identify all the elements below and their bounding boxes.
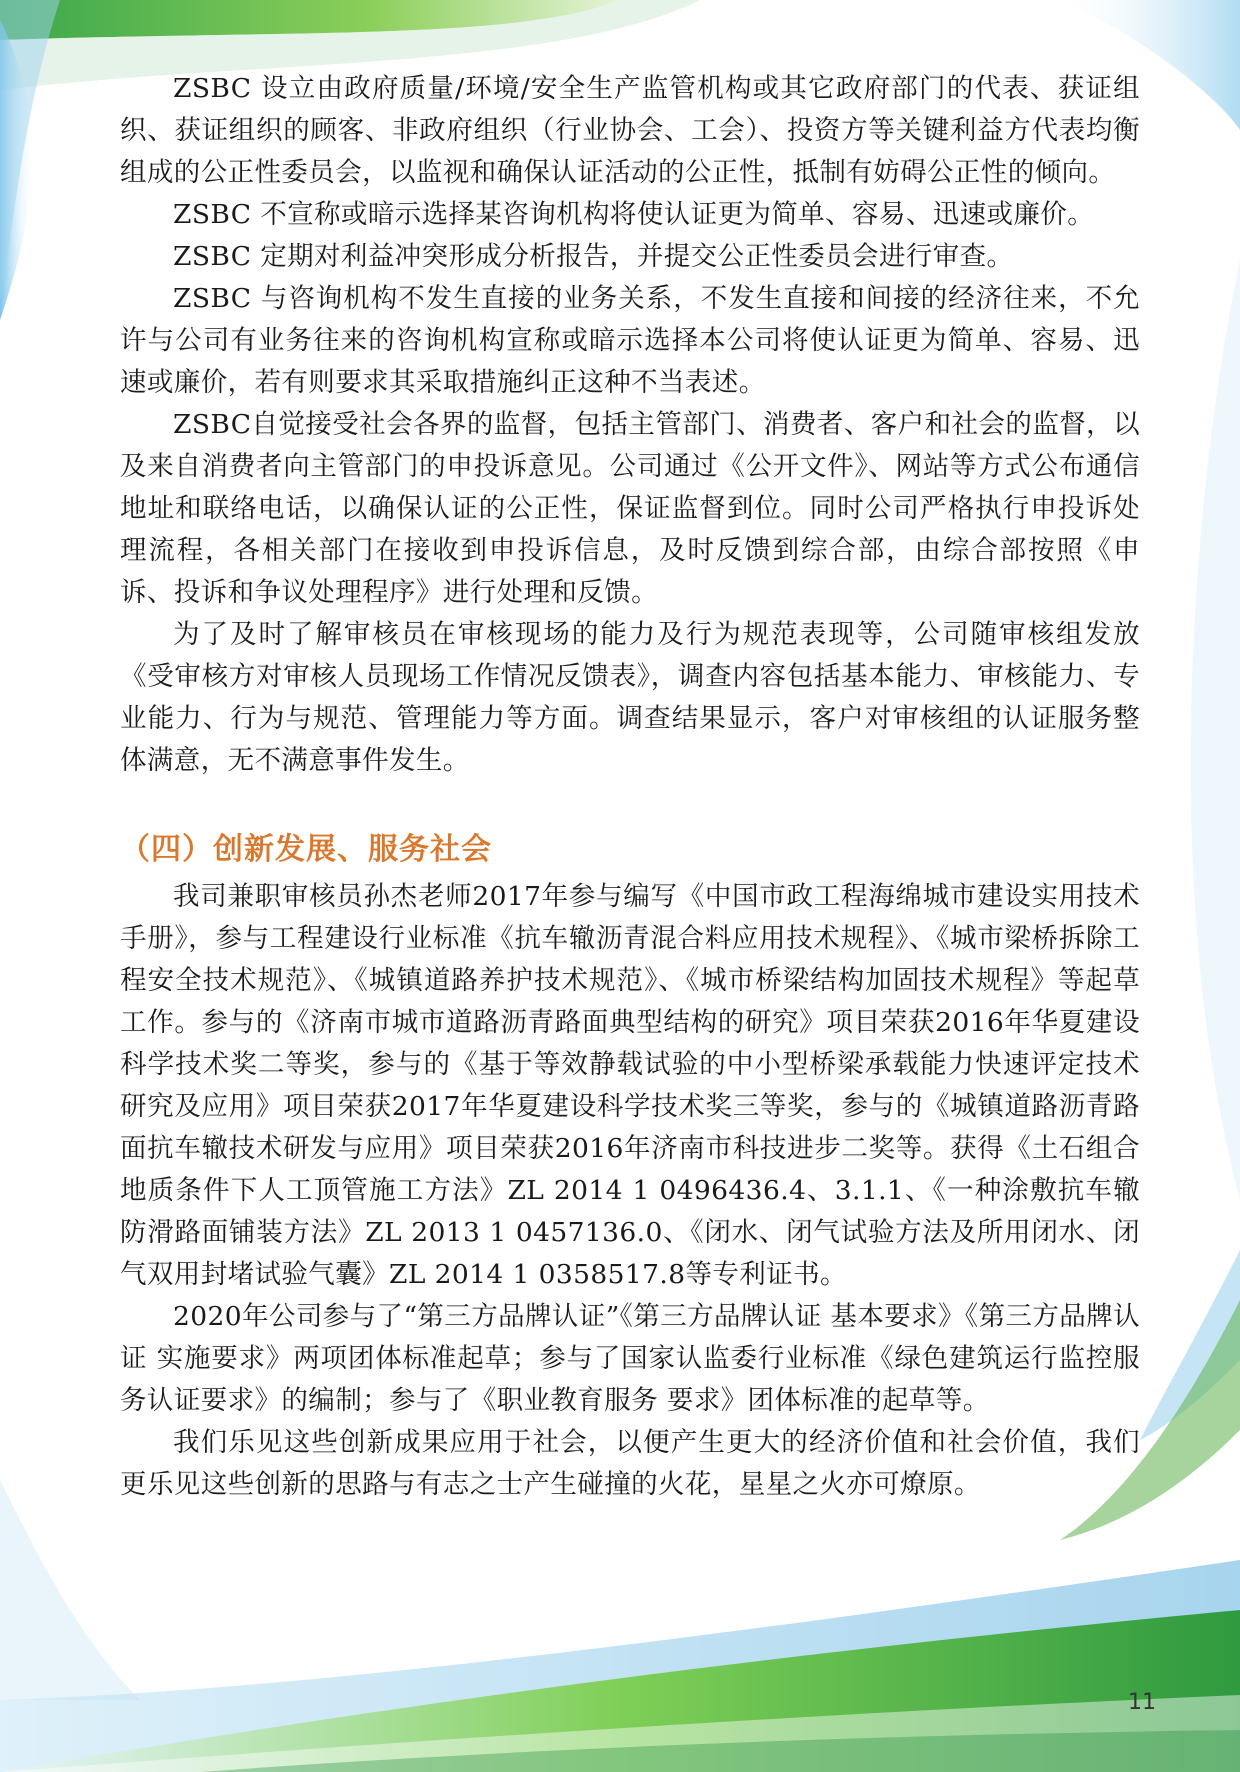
- paragraph-standards-participation: 2020年公司参与了“第三方品牌认证”《第三方品牌认证 基本要求》《第三方品牌认证 实施要求》两项团体标准起草；参与了国家认监委行业标准《绿色建筑运行监控服务认证要求》的编制；参与了《职业教育服务 要求》团体标准的起草等。: [120, 1301, 1140, 1416]
- paragraph-closing: 我们乐见这些创新成果应用于社会，以便产生更大的经济价值和社会价值，我们更乐见这些创新的思路与有志之士产生碰撞的火花，星星之火亦可燎原。: [120, 1427, 1140, 1500]
- paragraph-consultancy-relations: ZSBC 与咨询机构不发生直接的业务关系，不发生直接和间接的经济往来，不允许与公司有业务往来的咨询机构宣称或暗示选择本公司将使认证更为简单、容易、迅速或廉价，若有则要求其采取措施纠正这种不当表述。: [120, 283, 1140, 398]
- paragraph-auditor-achievements: 我司兼职审核员孙杰老师2017年参与编写《中国市政工程海绵城市建设实用技术手册》，参与工程建设行业标准《抗车辙沥青混合料应用技术规程》、《城市梁桥拆除工程安全技术规范》、《城镇道路养护技术规范》、《城市桥梁结构加固技术规程》等起草工作。参与的《济南市城市道路沥青路面典型结构的研究》项目荣获2016年华夏建设科学技术奖二等奖，参与的《基于等效静载试验的中小型桥梁承载能力快速评定技术研究及应用》项目荣获2017年华夏建设科学技术奖三等奖，参与的《城镇道路沥青路面抗车辙技术研发与应用》项目荣获2016年济南市科技进步二奖等。获得《土石组合地质条件下人工顶管施工方法》ZL 2014 1 0496436.4、3.1.1、《一种涂敷抗车辙防滑路面铺装方法》ZL 2013 1 0457136.0、《闭水、闭气试验方法及所用闭水、闭气双用封堵试验气囊》ZL 2014 1 0358517.8等专利证书。: [120, 881, 1140, 1290]
- page-number: 11: [1128, 1690, 1156, 1715]
- paragraph-auditor-feedback: 为了及时了解审核员在审核现场的能力及行为规范表现等，公司随审核组发放《受审核方对审核人员现场工作情况反馈表》，调查内容包括基本能力、审核能力、专业能力、行为与规范、管理能力等方面。调查结果显示，客户对审核组的认证服务整体满意，无不满意事件发生。: [120, 619, 1140, 776]
- paragraph-conflict-analysis: ZSBC 定期对利益冲突形成分析报告，并提交公正性委员会进行审查。: [173, 241, 1014, 272]
- paragraph-impartiality-committee: ZSBC 设立由政府质量/环境/安全生产监管机构或其它政府部门的代表、获证组织、获证组织的顾客、非政府组织（行业协会、工会）、投资方等关键利益方代表均衡组成的公正性委员会，以监视和确保认证活动的公正性，抵制有妨碍公正性的倾向。: [120, 73, 1140, 188]
- paragraph-no-consultancy-claim: ZSBC 不宣称或暗示选择某咨询机构将使认证更为简单、容易、迅速或廉价。: [173, 199, 1095, 230]
- paragraph-public-supervision: ZSBC自觉接受社会各界的监督，包括主管部门、消费者、客户和社会的监督，以及来自消费者向主管部门的申投诉意见。公司通过《公开文件》、网站等方式公布通信地址和联络电话，以确保认证的公正性，保证监督到位。同时公司严格执行申投诉处理流程，各相关部门在接收到申投诉信息，及时反馈到综合部，由综合部按照《申诉、投诉和争议处理程序》进行处理和反馈。: [120, 409, 1140, 608]
- section-heading: （四）创新发展、服务社会: [120, 832, 492, 867]
- page-content: [120, 68, 1140, 1506]
